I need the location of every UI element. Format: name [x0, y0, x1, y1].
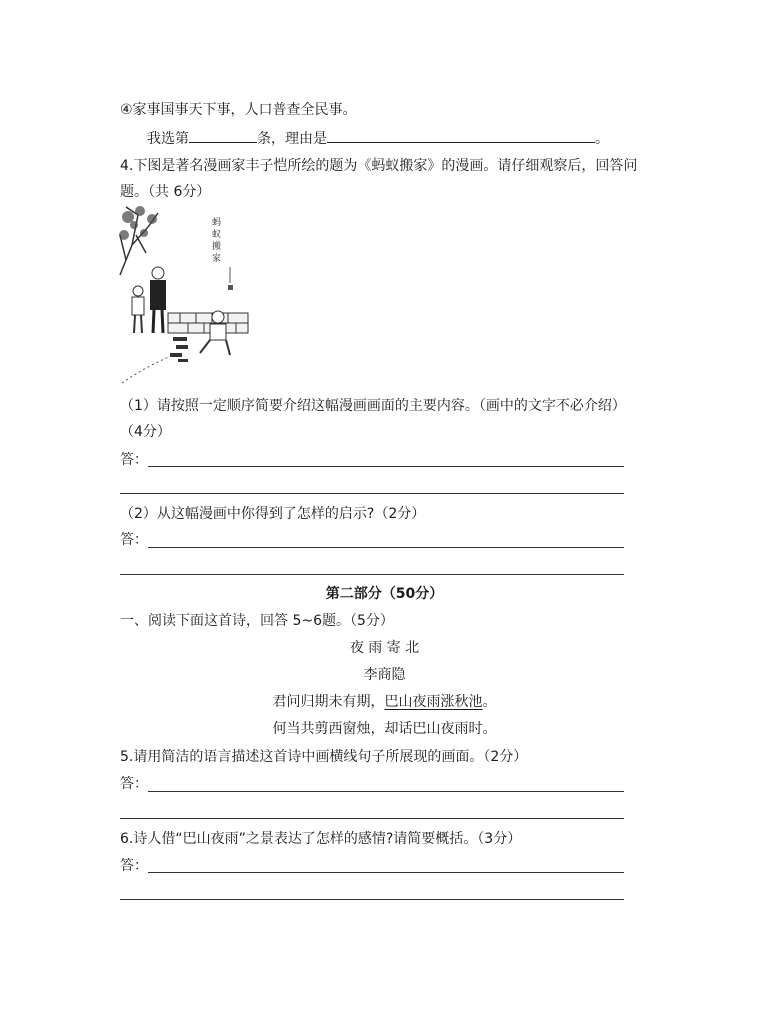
- choice-prefix: 我选第: [147, 131, 189, 147]
- artist-seal: [228, 285, 233, 290]
- answer-line-q4-1a[interactable]: [148, 466, 624, 467]
- poem-line-2: 何当共剪西窗烛，却话巴山夜雨时。: [272, 721, 497, 737]
- q4-line1: 4.下图是著名漫画家丰子恺所绘的题为《蚂蚁搬家》的漫画。请仔细观察后，回答问: [120, 158, 638, 174]
- q4-line2: 题。（共 6分）: [120, 184, 211, 200]
- tree-foliage: [119, 206, 157, 240]
- reason-blank[interactable]: [327, 128, 595, 143]
- option-4: ④家事国事天下事，人口普查全民事。: [120, 102, 357, 118]
- answer-label-q5: 答：: [120, 776, 148, 792]
- answer-line-q4-2a[interactable]: [148, 547, 624, 548]
- poem-line-1-end: 。: [482, 694, 497, 710]
- ant-moving-cartoon: [118, 205, 258, 385]
- q5-text: 5.请用简洁的语言描述这首诗中画横线句子所展现的画面。（2分）: [120, 749, 528, 765]
- answer-line-q6a[interactable]: [148, 872, 624, 873]
- stone-wall: [168, 313, 248, 333]
- answer-line-q5b[interactable]: [120, 818, 624, 819]
- answer-line-q4-2b[interactable]: [120, 574, 624, 575]
- poem-title: 夜 雨 寄 北: [349, 640, 420, 656]
- answer-label-q6: 答：: [120, 858, 148, 874]
- ant-trail: [170, 337, 188, 362]
- cartoon-title-char-4: 家: [212, 254, 222, 264]
- answer-line-q6b[interactable]: [120, 899, 624, 900]
- child-figure: [132, 286, 144, 333]
- poem-author: 李商隐: [363, 667, 406, 683]
- choice-mid: 条，理由是: [257, 131, 327, 147]
- q6-text: 6.诗人借“巴山夜雨”之景表达了怎样的感情?请简要概括。（3分）: [120, 831, 522, 847]
- choice-end: 。: [595, 131, 609, 147]
- q4-sub2: （2）从这幅漫画中你得到了怎样的启示?（2分）: [120, 506, 426, 522]
- poem-line-1-underlined: 巴山夜雨涨秋池: [384, 694, 483, 710]
- ground-line: [122, 355, 174, 383]
- answer-line-q5a[interactable]: [148, 791, 624, 792]
- standing-man-figure: [150, 267, 166, 333]
- poem-line-1: [0, 692, 769, 712]
- part2-title: 第二部分（50分）: [325, 586, 444, 602]
- answer-line-q4-1b[interactable]: [120, 493, 624, 494]
- cartoon-title-char-3: 搬: [212, 242, 222, 252]
- cartoon-title-char-2: 蚁: [212, 230, 222, 240]
- q4-sub1-score: （4分）: [120, 424, 171, 440]
- answer-label-q4-1: 答：: [120, 452, 148, 468]
- q4-sub1: （1）请按照一定顺序简要介绍这幅漫画画面的主要内容。（画中的文字不必介绍）: [120, 398, 626, 414]
- answer-label-q4-2: 答：: [120, 532, 148, 548]
- poem-line-1-a: 君问归期未有期，: [272, 694, 385, 710]
- choice-line: [147, 128, 609, 149]
- choice-number-blank[interactable]: [189, 128, 257, 143]
- part2-intro: 一、阅读下面这首诗，回答 5~6题。（5分）: [120, 613, 394, 629]
- cartoon-title-char-1: 蚂: [212, 218, 222, 228]
